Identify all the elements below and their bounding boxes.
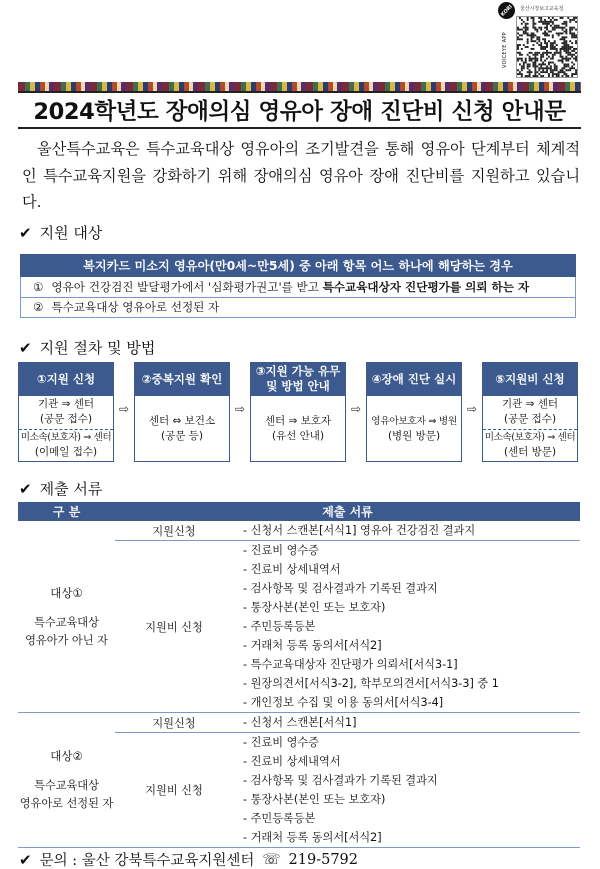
doc-item: - 특수교육대상자 진단평가 의뢰서[서식3-1] (243, 658, 458, 671)
claim-label: 지원비 신청 (115, 733, 233, 848)
step-line: (유선 안내) (271, 429, 325, 442)
doc-item: - 검사항목 및 검사결과가 기록된 결과지 (243, 774, 438, 787)
flow-arrow: ⇨ (350, 402, 362, 416)
group-desc: 영유아로 선정된 자 (19, 797, 114, 810)
step-title: ②중복지원 확인 (134, 362, 230, 396)
decorative-band (18, 82, 581, 91)
step-body (250, 396, 346, 462)
intro-paragraph (22, 136, 580, 216)
step-body (482, 396, 578, 462)
group-desc: 특수교육대상 (34, 779, 99, 792)
doc-item: - 진료비 영수증 (243, 736, 319, 749)
step-5 (482, 362, 578, 462)
section-procedure-heading (19, 337, 155, 358)
step-line: 센터 ⇔ 보건소 (148, 414, 216, 427)
table-row (18, 521, 580, 541)
voiceye-qr-block (498, 2, 580, 80)
apply-label: 지원신청 (115, 713, 233, 733)
qr-side-text: VOICEYE APP (502, 32, 508, 68)
group-name: 대상① (50, 585, 83, 600)
target-item-1 (20, 277, 576, 298)
step-title: ③지원 가능 유무 (255, 364, 341, 378)
section-target-label: 지원 대상 (39, 224, 103, 242)
phone-icon: ☏ (262, 851, 281, 868)
header-docs: 제출 서류 (115, 502, 580, 521)
item-text: 영유아 건강검진 발달평가에서 '심화평가권고'를 받고 (51, 280, 319, 294)
kori-logo: KORI (494, 0, 518, 23)
item-bold-text: 특수교육대상자 진단평가를 의뢰 하는 자 (322, 280, 530, 294)
step-line: (센터 방문) (503, 446, 557, 459)
group-1-category (18, 521, 115, 713)
flow-arrow: ⇨ (234, 402, 246, 416)
step-4 (366, 362, 462, 462)
step-line: (공문 접수) (503, 413, 557, 426)
step-1 (18, 362, 114, 462)
step-body (134, 396, 230, 462)
target-box (20, 254, 576, 318)
claim-label: 지원비 신청 (115, 541, 233, 713)
step-body (366, 396, 462, 462)
doc-item: - 거래처 등록 동의서[서식2] (243, 639, 382, 652)
doc-item: - 진료비 상세내역서 (243, 755, 341, 768)
step-3 (250, 362, 346, 462)
table-row (18, 713, 580, 733)
check-icon: ✔ (19, 338, 32, 357)
qr-label: 울산시장보고교육청 (520, 6, 564, 12)
step-line: 기관 ⇒ 센터 (37, 398, 95, 411)
step-line: (이메일 접수) (34, 446, 98, 459)
step-line: 센터 ⇒ 보호자 (264, 414, 332, 427)
doc-item: - 진료비 상세내역서 (243, 563, 341, 576)
step-title: ①지원 신청 (18, 362, 114, 396)
doc-item: - 원장의견서[서식3-2], 학부모의견서[서식3-3] 중 1 (243, 677, 499, 690)
step-line: 영유아보호자 ⇒ 병원 (371, 415, 457, 427)
item-number: ② (33, 300, 44, 314)
step-title: ④장애 진단 실시 (366, 362, 462, 396)
step-title-block (250, 362, 346, 396)
doc-item: - 개인정보 수집 및 이용 동의서[서식3-4] (243, 696, 444, 709)
documents-table (18, 502, 580, 848)
section-procedure-label: 지원 절차 및 방법 (39, 339, 156, 357)
doc-item: - 신청서 스캔본[서식1] (243, 716, 357, 729)
intro-text: 울산특수교육은 특수교육대상 영유아의 조기발견을 통해 영유아 단계부터 체계적인 특수교육지원을 강화하기 위해 장애의심 영유아 장애 진단비를 지원하고 있습니다. (22, 140, 580, 211)
doc-item: - 신청서 스캔본[서식1] 영유아 건강검진 결과지 (243, 524, 476, 537)
apply-label: 지원신청 (115, 521, 233, 541)
section-target-heading (19, 222, 102, 243)
section-documents-label: 제출 서류 (39, 480, 103, 498)
check-icon: ✔ (19, 850, 32, 869)
table-header-row (18, 502, 580, 521)
claim-docs (233, 733, 580, 848)
apply-docs (233, 521, 580, 541)
check-icon: ✔ (19, 479, 32, 498)
step-title: ⑤지원비 신청 (482, 362, 578, 396)
step-line: (병원 방문) (387, 429, 441, 442)
contact-label: 문의 : 울산 강북특수교육지원센터 (39, 853, 255, 869)
title-box (18, 91, 581, 129)
target-header: 복지카드 미소지 영유아(만0세~만5세) 중 아래 항목 어느 하나에 해당하는 경우 (20, 254, 576, 277)
item-text: 특수교육대상 영유아로 선정된 자 (51, 300, 220, 314)
group-desc: 특수교육대상 (34, 615, 99, 629)
step-title-2: 및 방법 안내 (266, 379, 330, 393)
section-documents-heading (19, 478, 102, 499)
step-2 (134, 362, 230, 462)
flow-arrow: ⇨ (466, 402, 478, 416)
claim-docs (233, 541, 580, 713)
doc-item: - 거래처 등록 동의서[서식2] (243, 831, 382, 844)
group-desc: 영유아가 아닌 자 (25, 633, 108, 647)
flow-arrow: ⇨ (118, 402, 130, 416)
page-title: 2024학년도 장애의심 영유아 장애 진단비 신청 안내문 (33, 99, 566, 125)
doc-item: - 통장사본(본인 또는 보호자) (243, 601, 386, 614)
step-line: 미소속(보호자) ⇒ 센터 (484, 432, 576, 444)
doc-item: - 검사항목 및 검사결과가 기록된 결과지 (243, 582, 438, 595)
step-line: 미소속(보호자) ⇒ 센터 (20, 432, 112, 444)
doc-item: - 통장사본(본인 또는 보호자) (243, 793, 386, 806)
step-line: (공문 접수) (39, 413, 93, 426)
doc-item: - 주민등록등본 (243, 620, 316, 633)
step-body (18, 396, 114, 462)
apply-docs (233, 713, 580, 733)
header-category: 구 분 (18, 502, 115, 521)
group-name: 대상② (50, 749, 83, 763)
check-icon: ✔ (19, 223, 32, 242)
procedure-flow (18, 362, 578, 462)
step-line: (공문 등) (161, 429, 203, 442)
item-number: ① (33, 280, 44, 294)
doc-item: - 주민등록등본 (243, 812, 316, 825)
group-2-category (18, 713, 115, 848)
step-line: 기관 ⇒ 센터 (501, 398, 559, 411)
target-item-2 (20, 297, 576, 318)
contact-line (19, 849, 358, 869)
contact-phone: 219-5792 (288, 851, 359, 868)
voiceye-code-image[interactable] (516, 16, 578, 78)
doc-item: - 진료비 영수증 (243, 544, 319, 557)
